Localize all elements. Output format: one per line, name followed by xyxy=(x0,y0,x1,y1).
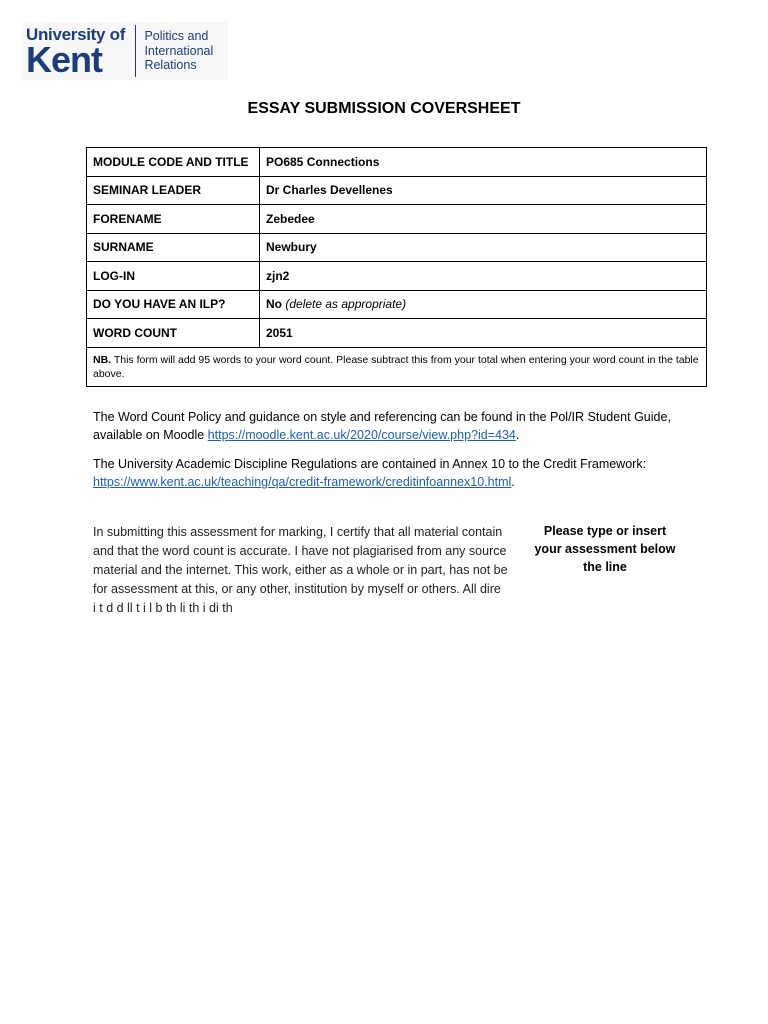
field-label: FORENAME xyxy=(87,205,260,234)
table-row xyxy=(87,233,707,262)
table-row xyxy=(87,290,707,319)
ilp-note: (delete as appropriate) xyxy=(285,297,407,312)
field-value-surname[interactable]: Newbury xyxy=(260,233,707,262)
nb-note xyxy=(87,347,707,386)
logo-department-line: International xyxy=(144,43,214,58)
university-logo xyxy=(22,22,228,80)
field-label: MODULE CODE AND TITLE xyxy=(87,148,260,177)
certification-line: and that the word count is accurate. I have not plagiarised from any source xyxy=(93,544,507,558)
field-label: WORD COUNT xyxy=(87,319,260,348)
field-label: SEMINAR LEADER xyxy=(87,176,260,205)
certification-line: In submitting this assessment for marking, I certify that all material contain xyxy=(93,525,503,539)
moodle-link[interactable]: https://moodle.kent.ac.uk/2020/course/view.php?id=434 xyxy=(207,428,516,442)
ilp-answer: No xyxy=(266,297,282,312)
field-value-word-count[interactable]: 2051 xyxy=(260,319,707,348)
field-value-ilp[interactable] xyxy=(260,290,707,319)
logo-divider xyxy=(135,25,136,77)
field-value-forename[interactable]: Zebedee xyxy=(260,205,707,234)
field-label: SURNAME xyxy=(87,233,260,262)
certification-line: for assessment at this, or any other, institution by myself or others. All dire xyxy=(93,582,501,596)
field-label: DO YOU HAVE AN ILP? xyxy=(87,290,260,319)
policy-end: . xyxy=(515,428,520,442)
logo-department xyxy=(144,29,228,73)
field-value-seminar-leader[interactable]: Dr Charles Devellenes xyxy=(260,176,707,205)
field-value-module[interactable]: PO685 Connections xyxy=(260,148,707,177)
table-row xyxy=(87,148,707,177)
table-row xyxy=(87,319,707,348)
certification-text-box xyxy=(93,523,523,615)
certification-line: material and the internet. This work, either as a whole or in part, has not be xyxy=(93,563,508,577)
logo-kent-text: Kent xyxy=(26,38,102,80)
regulations-paragraph xyxy=(93,455,693,491)
logo-university-text: University of xyxy=(26,24,126,44)
policy-paragraph xyxy=(93,408,693,444)
coversheet-table xyxy=(86,147,707,387)
logo-department-line: Politics and xyxy=(144,29,209,44)
regulations-end: . xyxy=(511,475,515,489)
certification-line: i t d d ll t i l b th li th i di th xyxy=(93,601,233,615)
policy-text: The Word Count Policy and guidance on style and referencing can be found in the Pol/IR Student Guide, available on Moodle xyxy=(93,410,671,442)
logo-wordmark xyxy=(22,24,129,80)
table-row xyxy=(87,262,707,291)
insert-assessment-note: Please type or insert your assessment below the line xyxy=(534,524,676,574)
page-title: ESSAY SUBMISSION COVERSHEET xyxy=(247,100,521,117)
field-value-login[interactable]: zjn2 xyxy=(260,262,707,291)
field-label: LOG-IN xyxy=(87,262,260,291)
nb-text: This form will add 95 words to your word count. Please subtract this from your total when entering your word count in the table above. xyxy=(93,353,699,380)
table-row xyxy=(87,347,707,386)
table-row xyxy=(87,176,707,205)
regulations-text: The University Academic Discipline Regulations are contained in Annex 10 to the Credit Framework: xyxy=(93,457,647,471)
regulations-link[interactable]: https://www.kent.ac.uk/teaching/qa/credit-framework/creditinfoannex10.html xyxy=(93,475,512,489)
table-row xyxy=(87,205,707,234)
logo-department-line: Relations xyxy=(144,58,197,73)
nb-label: NB. xyxy=(93,353,112,366)
